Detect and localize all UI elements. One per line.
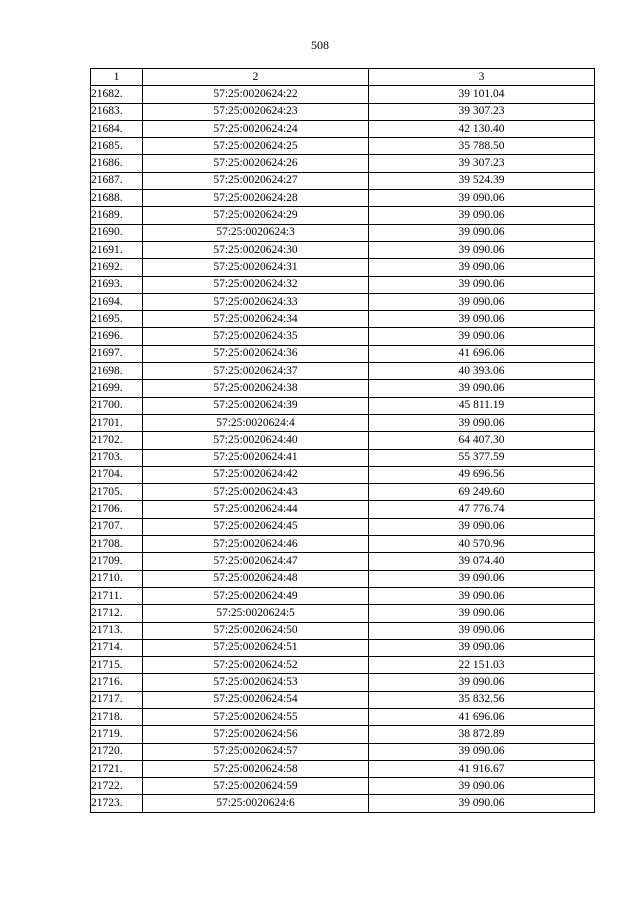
cadastral-number-cell: 57:25:0020624:47 [143,553,369,570]
row-number-cell: 21707. [91,518,143,535]
table-row [91,743,595,760]
cadastral-number-cell: 57:25:0020624:30 [143,241,369,258]
row-number-cell: 21700. [91,397,143,414]
row-number-cell: 21692. [91,259,143,276]
cadastral-value-cell: 39 090.06 [369,587,595,604]
row-number-cell: 21717. [91,691,143,708]
cadastral-number-cell: 57:25:0020624:38 [143,380,369,397]
row-number-cell: 21711. [91,587,143,604]
row-number-cell: 21686. [91,155,143,172]
cadastral-value-cell: 39 307.23 [369,103,595,120]
cadastral-value-cell: 39 090.06 [369,241,595,258]
cadastral-value-cell: 39 090.06 [369,743,595,760]
row-number-cell: 21685. [91,138,143,155]
row-number-cell: 21704. [91,466,143,483]
cadastral-number-cell: 57:25:0020624:42 [143,466,369,483]
row-number-cell: 21710. [91,570,143,587]
cadastral-value-cell: 39 307.23 [369,155,595,172]
cadastral-value-cell: 35 788.50 [369,138,595,155]
row-number-cell: 21693. [91,276,143,293]
table-row [91,397,595,414]
cadastral-value-cell: 39 090.06 [369,778,595,795]
table-row [91,778,595,795]
row-number-cell: 21723. [91,795,143,812]
table-row [91,155,595,172]
cadastral-number-cell: 57:25:0020624:49 [143,587,369,604]
table-row [91,449,595,466]
cadastral-number-cell: 57:25:0020624:25 [143,138,369,155]
cadastral-value-cell: 39 090.06 [369,605,595,622]
cadastral-number-cell: 57:25:0020624:53 [143,674,369,691]
table-row [91,795,595,812]
table-row [91,605,595,622]
cadastral-number-cell: 57:25:0020624:36 [143,345,369,362]
table-row [91,691,595,708]
cadastral-value-cell: 64 407.30 [369,432,595,449]
cadastral-number-cell: 57:25:0020624:46 [143,536,369,553]
table-row [91,380,595,397]
cadastral-number-cell: 57:25:0020624:57 [143,743,369,760]
table-row [91,657,595,674]
cadastral-number-cell: 57:25:0020624:27 [143,172,369,189]
cadastral-value-cell: 42 130.40 [369,120,595,137]
cadastral-number-cell: 57:25:0020624:56 [143,726,369,743]
row-number-cell: 21716. [91,674,143,691]
cadastral-value-cell: 39 090.06 [369,414,595,431]
cadastral-number-cell: 57:25:0020624:22 [143,86,369,103]
cadastral-number-cell: 57:25:0020624:50 [143,622,369,639]
row-number-cell: 21715. [91,657,143,674]
row-number-cell: 21695. [91,311,143,328]
row-number-cell: 21718. [91,708,143,725]
cadastral-number-cell: 57:25:0020624:41 [143,449,369,466]
cadastral-number-cell: 57:25:0020624:31 [143,259,369,276]
table-row [91,570,595,587]
cadastral-number-cell: 57:25:0020624:34 [143,311,369,328]
row-number-cell: 21702. [91,432,143,449]
cadastral-value-table [90,68,595,813]
row-number-cell: 21703. [91,449,143,466]
cadastral-number-cell: 57:25:0020624:37 [143,363,369,380]
row-number-cell: 21699. [91,380,143,397]
cadastral-number-cell: 57:25:0020624:35 [143,328,369,345]
table-row [91,224,595,241]
row-number-cell: 21694. [91,293,143,310]
table-row [91,587,595,604]
row-number-cell: 21705. [91,484,143,501]
table-row [91,726,595,743]
cadastral-value-cell: 39 090.06 [369,207,595,224]
row-number-cell: 21691. [91,241,143,258]
cadastral-value-cell: 39 090.06 [369,328,595,345]
row-number-cell: 21683. [91,103,143,120]
table-row [91,276,595,293]
cadastral-value-cell: 40 393.06 [369,363,595,380]
cadastral-value-cell: 39 090.06 [369,276,595,293]
cadastral-value-cell: 39 101.04 [369,86,595,103]
row-number-cell: 21714. [91,639,143,656]
cadastral-number-cell: 57:25:0020624:23 [143,103,369,120]
cadastral-value-cell: 47 776.74 [369,501,595,518]
table-row [91,345,595,362]
table-row [91,518,595,535]
table-row [91,259,595,276]
cadastral-number-cell: 57:25:0020624:44 [143,501,369,518]
row-number-cell: 21698. [91,363,143,380]
row-number-cell: 21708. [91,536,143,553]
cadastral-number-cell: 57:25:0020624:33 [143,293,369,310]
table-row [91,311,595,328]
table-row [91,553,595,570]
table-row [91,120,595,137]
cadastral-value-cell: 41 696.06 [369,708,595,725]
table-row [91,103,595,120]
row-number-cell: 21721. [91,760,143,777]
row-number-cell: 21684. [91,120,143,137]
row-number-cell: 21719. [91,726,143,743]
cadastral-value-cell: 39 090.06 [369,380,595,397]
cadastral-value-cell: 39 090.06 [369,674,595,691]
cadastral-number-cell: 57:25:0020624:6 [143,795,369,812]
row-number-cell: 21720. [91,743,143,760]
table-row [91,293,595,310]
cadastral-value-cell: 38 872.89 [369,726,595,743]
table-body [91,86,595,812]
table-row [91,363,595,380]
cadastral-number-cell: 57:25:0020624:59 [143,778,369,795]
table-row [91,432,595,449]
cadastral-number-cell: 57:25:0020624:48 [143,570,369,587]
cadastral-value-cell: 41 696.06 [369,345,595,362]
table-row [91,536,595,553]
row-number-cell: 21688. [91,190,143,207]
row-number-cell: 21687. [91,172,143,189]
cadastral-value-cell: 39 090.06 [369,190,595,207]
table-row [91,241,595,258]
cadastral-number-cell: 57:25:0020624:52 [143,657,369,674]
table-row [91,138,595,155]
cadastral-value-cell: 39 090.06 [369,639,595,656]
cadastral-number-cell: 57:25:0020624:43 [143,484,369,501]
cadastral-value-cell: 39 090.06 [369,570,595,587]
table-row [91,639,595,656]
row-number-cell: 21722. [91,778,143,795]
row-number-cell: 21689. [91,207,143,224]
row-number-cell: 21701. [91,414,143,431]
cadastral-value-cell: 39 090.06 [369,224,595,241]
column-header-1: 1 [91,69,143,86]
row-number-cell: 21696. [91,328,143,345]
cadastral-value-cell: 39 090.06 [369,311,595,328]
cadastral-number-cell: 57:25:0020624:32 [143,276,369,293]
cadastral-value-cell: 49 696.56 [369,466,595,483]
row-number-cell: 21709. [91,553,143,570]
cadastral-number-cell: 57:25:0020624:28 [143,190,369,207]
cadastral-value-cell: 39 090.06 [369,518,595,535]
cadastral-number-cell: 57:25:0020624:24 [143,120,369,137]
table-row [91,414,595,431]
row-number-cell: 21706. [91,501,143,518]
cadastral-number-cell: 57:25:0020624:40 [143,432,369,449]
table-row [91,86,595,103]
cadastral-value-cell: 39 524.39 [369,172,595,189]
page-number: 508 [311,38,329,52]
cadastral-number-cell: 57:25:0020624:58 [143,760,369,777]
row-number-cell: 21697. [91,345,143,362]
row-number-cell: 21713. [91,622,143,639]
cadastral-value-cell: 41 916.67 [369,760,595,777]
cadastral-number-cell: 57:25:0020624:5 [143,605,369,622]
cadastral-value-cell: 22 151.03 [369,657,595,674]
cadastral-value-cell: 39 090.06 [369,795,595,812]
table-row [91,622,595,639]
table-row [91,484,595,501]
row-number-cell: 21712. [91,605,143,622]
table-row [91,760,595,777]
cadastral-value-cell: 40 570.96 [369,536,595,553]
table-header-row [91,69,595,86]
cadastral-value-cell: 39 090.06 [369,622,595,639]
cadastral-value-cell: 69 249.60 [369,484,595,501]
row-number-cell: 21690. [91,224,143,241]
column-header-2: 2 [143,69,369,86]
cadastral-value-cell: 45 811.19 [369,397,595,414]
column-header-3: 3 [369,69,595,86]
cadastral-number-cell: 57:25:0020624:26 [143,155,369,172]
cadastral-number-cell: 57:25:0020624:54 [143,691,369,708]
cadastral-number-cell: 57:25:0020624:29 [143,207,369,224]
cadastral-value-cell: 39 074.40 [369,553,595,570]
cadastral-value-cell: 39 090.06 [369,293,595,310]
table-row [91,207,595,224]
cadastral-value-cell: 39 090.06 [369,259,595,276]
table-row [91,674,595,691]
table-row [91,708,595,725]
row-number-cell: 21682. [91,86,143,103]
cadastral-number-cell: 57:25:0020624:4 [143,414,369,431]
table-row [91,501,595,518]
cadastral-number-cell: 57:25:0020624:51 [143,639,369,656]
cadastral-value-cell: 55 377.59 [369,449,595,466]
table-row [91,172,595,189]
cadastral-number-cell: 57:25:0020624:39 [143,397,369,414]
cadastral-number-cell: 57:25:0020624:45 [143,518,369,535]
cadastral-number-cell: 57:25:0020624:3 [143,224,369,241]
table-row [91,190,595,207]
cadastral-value-cell: 35 832.56 [369,691,595,708]
table-row [91,328,595,345]
cadastral-number-cell: 57:25:0020624:55 [143,708,369,725]
table-row [91,466,595,483]
